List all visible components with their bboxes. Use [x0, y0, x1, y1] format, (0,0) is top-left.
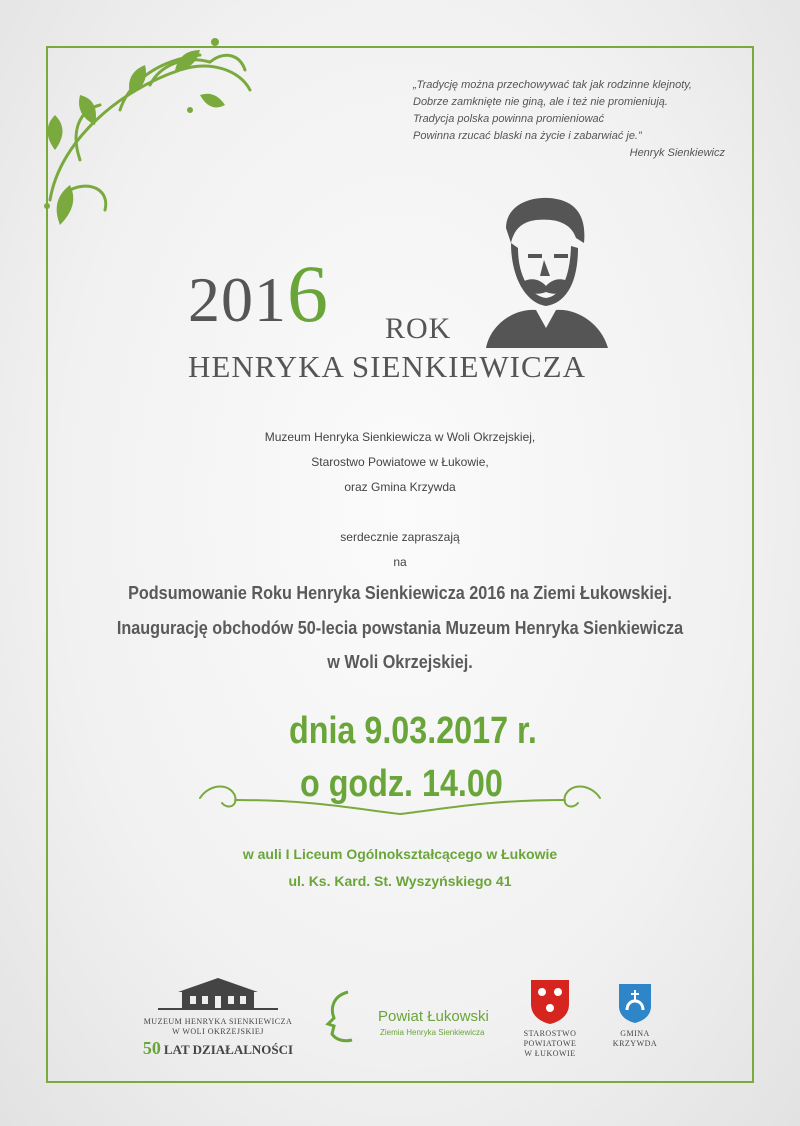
flourish-divider — [190, 778, 610, 818]
museum-name-line2: W WOLI OKRZEJSKIEJ — [172, 1027, 264, 1036]
organizer-line: oraz Gmina Krzywda — [344, 480, 456, 494]
museum-logo — [138, 976, 298, 1061]
anniversary-number: 50 — [142, 1038, 161, 1058]
venue-line: ul. Ks. Kard. St. Wyszyńskiego 41 — [288, 873, 512, 889]
year-2016 — [188, 248, 329, 339]
na-text: na — [393, 555, 407, 569]
event-date: dnia 9.03.2017 r. — [289, 710, 537, 752]
museum-anniversary — [138, 1037, 298, 1061]
rok-label: ROK — [385, 312, 452, 345]
henryka-sienkiewicza-title: HENRYKA SIENKIEWICZA — [188, 349, 586, 384]
venue-line: w auli I Liceum Ogólnokształcącego w Łukowie — [242, 846, 558, 862]
floral-corner-ornament — [0, 0, 300, 240]
quote-line: „Tradycję można przechowywać tak jak rodzinne klejnoty, — [413, 79, 692, 91]
year-last-digit: 6 — [287, 248, 329, 339]
powiat-tagline: Ziemia Henryka Sienkiewicza — [380, 1028, 485, 1037]
starostwo-line1: STAROSTWO — [523, 1029, 577, 1038]
starostwo-line2: POWIATOWE — [523, 1039, 577, 1048]
museum-name-line1: MUZEUM HENRYKA SIENKIEWICZA — [143, 1017, 293, 1026]
event-time: o godz. 14.00 — [300, 763, 503, 805]
gmina-shield-icon — [605, 982, 665, 1024]
organizer-line: Starostwo Powiatowe w Łukowie, — [311, 455, 489, 469]
event-line: w Woli Okrzejskiej. — [327, 652, 473, 672]
event-line: Podsumowanie Roku Henryka Sienkiewicza 2016 na Ziemi Łukowskiej. — [128, 583, 672, 603]
starostwo-line3: W ŁUKOWIE — [524, 1049, 576, 1058]
powiat-name: Powiat Łukowski — [378, 1008, 489, 1025]
anniversary-text: LAT DZIAŁALNOŚCI — [163, 1042, 294, 1057]
gmina-line2: KRZYWDA — [612, 1039, 658, 1048]
gmina-krzywda-logo — [605, 982, 665, 1049]
invite-text: serdecznie zapraszają — [340, 530, 460, 544]
sienkiewicz-portrait-icon — [466, 188, 616, 348]
profile-silhouette-icon — [318, 988, 368, 1048]
manor-house-icon — [138, 976, 298, 1012]
quote-line: Powinna rzucać blaski na życie i zabarwiać je.” — [413, 130, 642, 142]
gmina-line1: GMINA — [620, 1029, 650, 1038]
quote-line: Tradycja polska powinna promieniować — [413, 113, 605, 125]
starostwo-logo — [515, 978, 585, 1059]
powiat-lukowski-logo — [318, 988, 508, 1048]
coat-of-arms-shield-icon — [515, 978, 585, 1024]
sienkiewicz-quote — [413, 77, 725, 162]
quote-line: Dobrze zamknięte nie giną, ale i też nie promieniują. — [413, 96, 668, 108]
event-line: Inaugurację obchodów 50-lecia powstania Muzeum Henryka Sienkiewicza — [116, 618, 684, 638]
year-prefix: 201 — [188, 264, 287, 335]
quote-author: Henryk Sienkiewicz — [629, 147, 725, 159]
organizer-line: Muzeum Henryka Sienkiewicza w Woli Okrzejskiej, — [264, 430, 536, 444]
